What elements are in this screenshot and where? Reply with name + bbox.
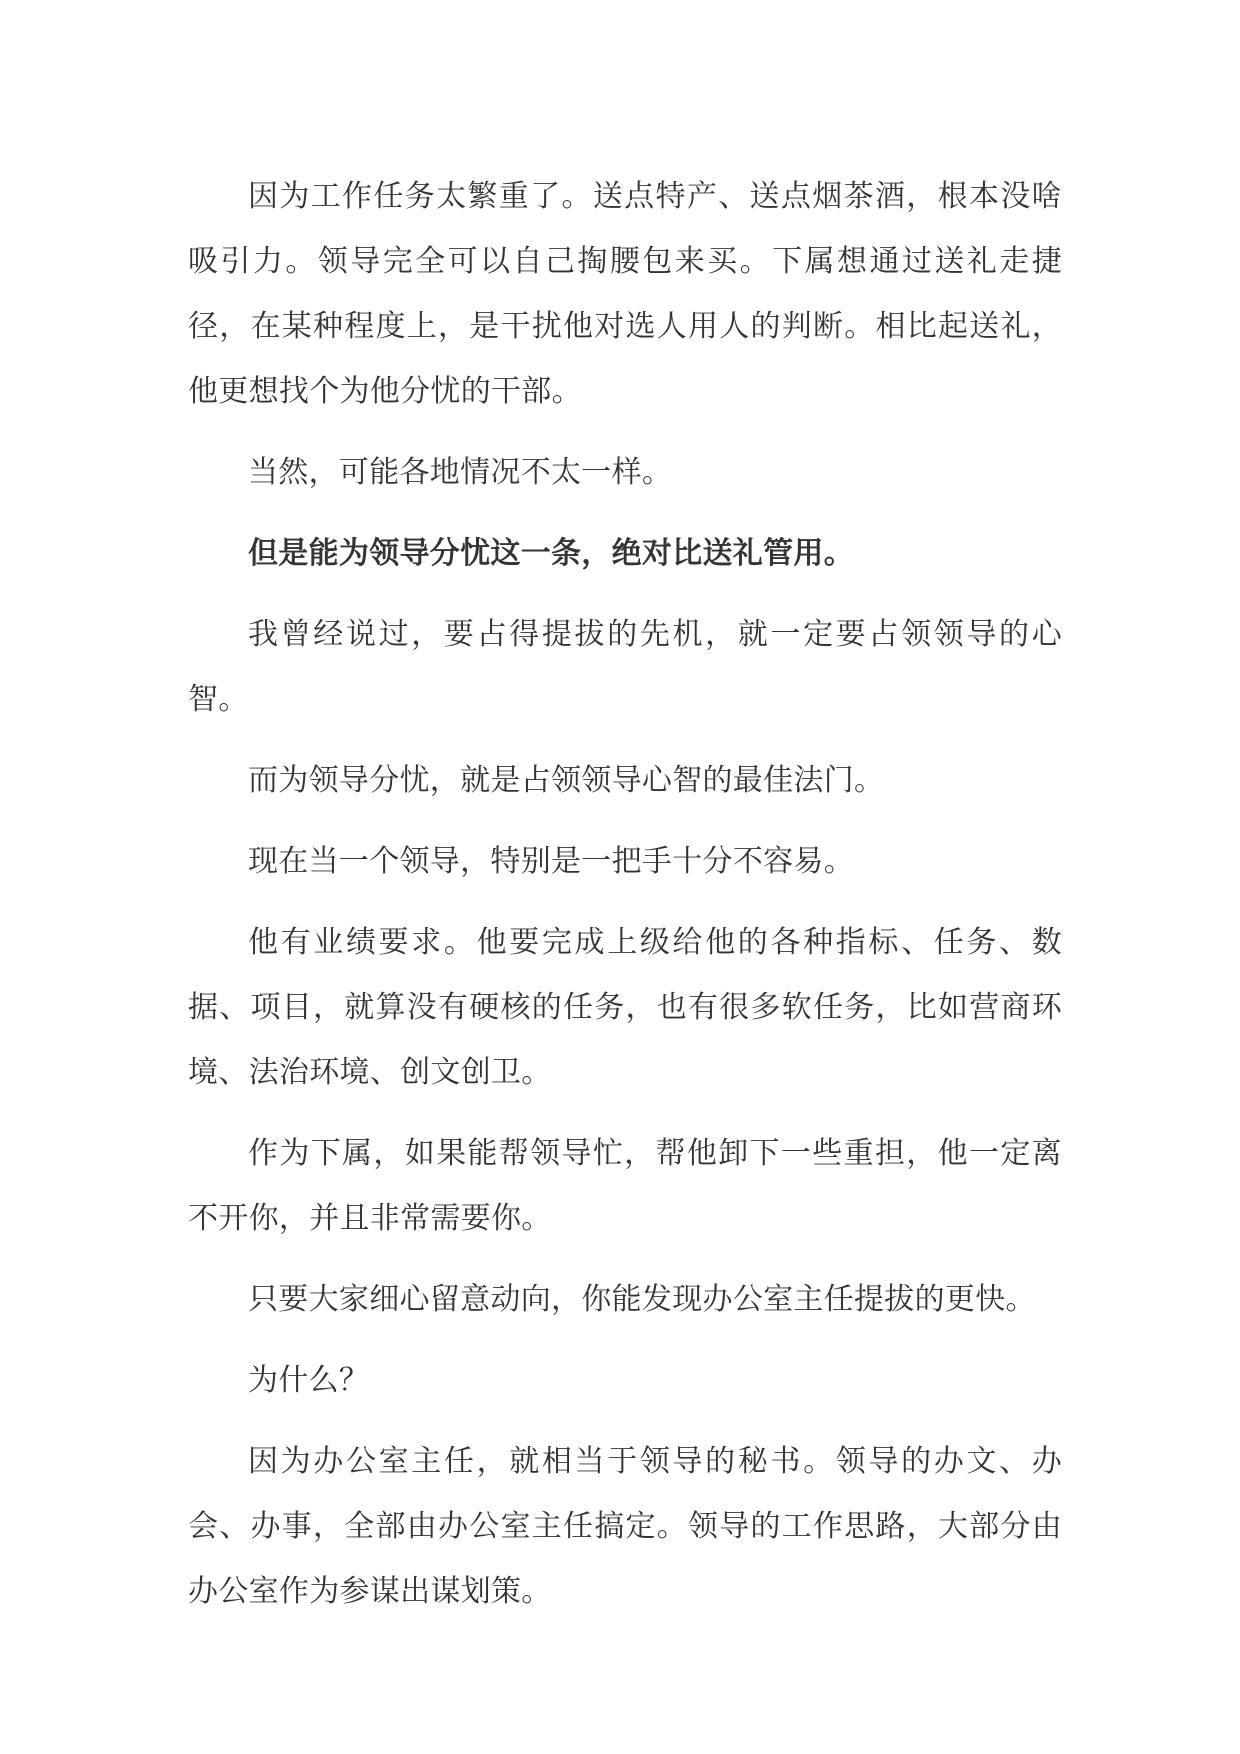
paragraph: 我曾经说过，要占得提拔的先机，就一定要占领领导的心智。 [188, 617, 1062, 717]
paragraph: 为什么？ [248, 1363, 370, 1398]
document-page [188, 164, 1062, 1624]
paragraph: 因为办公室主任，就相当于领导的秘书。领导的办文、办会、办事，全部由办公室主任搞定。领导的工作思路，大部分由办公室作为参谋出谋划策。 [188, 1444, 1062, 1609]
paragraph: 当然，可能各地情况不太一样。 [248, 455, 673, 490]
paragraph: 作为下属，如果能帮领导忙，帮他卸下一些重担，他一定离不开你，并且非常需要你。 [188, 1136, 1062, 1236]
paragraph: 他有业绩要求。他要完成上级给他的各种指标、任务、数据、项目，就算没有硬核的任务，也有很多软任务，比如营商环境、法治环境、创文创卫。 [188, 925, 1062, 1090]
paragraph: 因为工作任务太繁重了。送点特产、送点烟茶酒，根本没啥吸引力。领导完全可以自己掏腰包来买。下属想通过送礼走捷径，在某种程度上，是干扰他对选人用人的判断。相比起送礼，他更想找个为他分忧的干部。 [188, 179, 1062, 409]
bold-paragraph: 但是能为领导分忧这一条，绝对比送礼管用。 [248, 536, 854, 571]
paragraph: 现在当一个领导，特别是一把手十分不容易。 [248, 844, 854, 879]
paragraph: 只要大家细心留意动向，你能发现办公室主任提拔的更快。 [248, 1282, 1036, 1317]
paragraph: 而为领导分忧，就是占领领导心智的最佳法门。 [248, 763, 885, 798]
